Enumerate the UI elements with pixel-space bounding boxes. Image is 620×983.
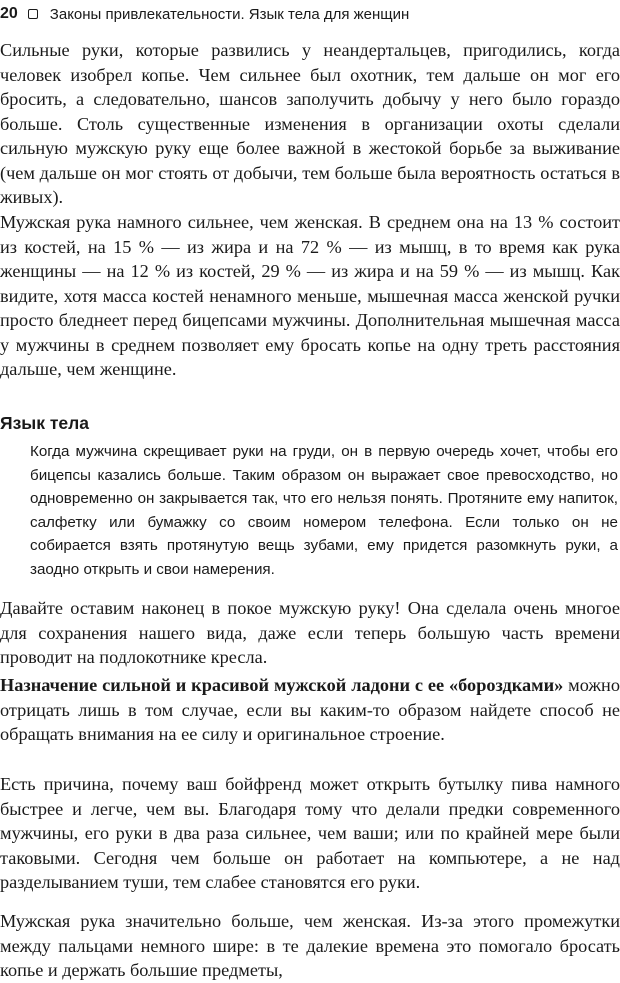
paragraph-neanderthal-arms: Сильные руки, которые развились у неандертальцев, пригодились, когда человек изобрел копье. Чем сильнее был охотник, тем дальше он мог его бросить, а следовательно, шансов заполучить добычу у него было гораздо больше. Столь существенные изменения в организации охоты сделали сильную мужскую руку еще более важной в жестокой борьбе за выживание (чем дальше он мог стоять от добычи, тем больше была вероятность остаться в живых). [0, 40, 620, 207]
running-header [0, 2, 409, 26]
book-title: Законы привлекательности. Язык тела для женщин [49, 5, 410, 23]
page-number: 20 [0, 5, 18, 22]
sidebar-body: Когда мужчина скрещивает руки на груди, он в первую очередь хочет, чтобы его бицепсы казались больше. Таким образом он выражает свое превосходство, но одновременно он закрывается так, что его нельзя понять. Протяните ему напиток, салфетку или бумажку со своим номером телефона. Если только он не собирается взять протянутую вещь зубами, ему придется разомкнуть руки, а заодно открыть и свои намерения. [30, 443, 618, 578]
paragraph-arm-composition: Мужская рука намного сильнее, чем женская. В среднем она на 13 % состоит из костей, на 15 % — из жира и на 72 % — из мышц, в то время как рука женщины — на 12 % из костей, 29 % — из жира и на 59 % — из мышц. Как видите, хотя масса костей ненамного меньше, мышечная масса женской ручки просто бледнеет перед бицепсами мужчины. Дополнительная мышечная масса у мужчины в среднем позволяет ему бросать копье на одну треть расстояния дальше, чем женщине. [0, 212, 620, 379]
paragraph-hand-size: Мужская рука значительно больше, чем женская. Из-за этого промежутки между пальцами немного шире: в те далекие времена это помогало бросать копье и держать большие предметы, [0, 911, 620, 980]
paragraph-leave-arm: Давайте оставим наконец в покое мужскую руку! Она сделала очень многое для сохранения нашего вида, даже если теперь большую часть времени проводит на подлокотнике кресла. [0, 598, 620, 667]
checkbox-bullet-icon [28, 9, 38, 19]
bold-lead-in: Назначение сильной и красивой мужской ладони с ее «бороздками» [0, 675, 564, 695]
paragraph-palm-purpose [0, 673, 620, 747]
paragraph-palm-rest: можно отрицать лишь в том случае, если вы каким-то образом найдете способ не обращать внимания на ее силу и оригинальное строение. [0, 675, 620, 744]
sidebar-title: Язык тела [0, 413, 89, 433]
paragraph-beer-bottle: Есть причина, почему ваш бойфренд может открыть бутылку пива намного быстрее и легче, чем вы. Благодаря тому что делали предки современного мужчины, его руки в два раза сильнее, чем ваши; или по крайней мере были таковыми. Сегодня чем больше он работает на компьютере, а не над разделыванием туши, тем слабее становятся его руки. [0, 774, 620, 892]
